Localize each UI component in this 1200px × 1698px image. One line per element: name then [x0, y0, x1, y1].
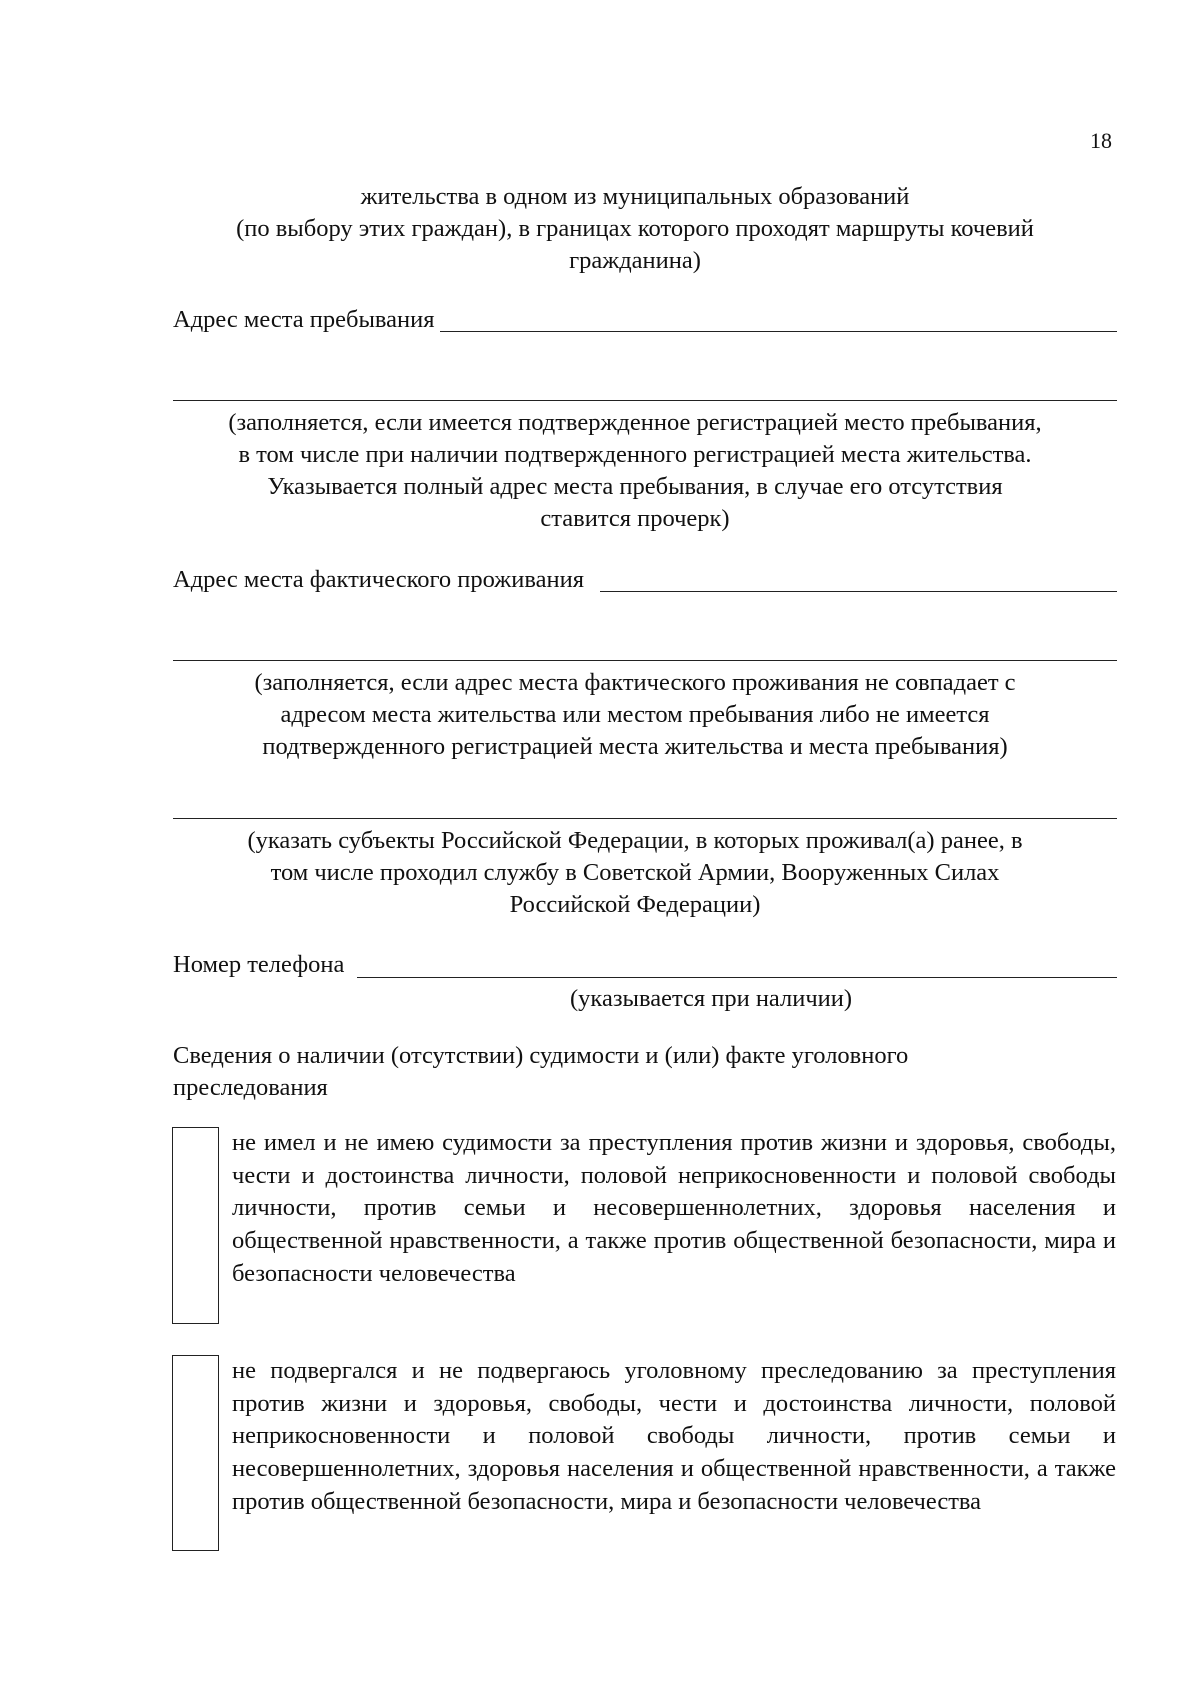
actual-address-note-line: (заполняется, если адрес места фактического проживания не совпадает с [254, 669, 1016, 696]
actual-address-note [160, 667, 1110, 763]
residence-note-line: гражданина) [569, 247, 701, 274]
stay-address-note-line: (заполняется, если имеется подтвержденное регистрацией место пребывания, [228, 409, 1042, 436]
stay-address-note-line: в том числе при наличии подтвержденного регистрацией места жительства. [238, 441, 1032, 468]
phone-label: Номер телефона [173, 951, 345, 978]
no-conviction-text: не имел и не имею судимости за преступления против жизни и здоровья, свободы, чести и достоинства личности, половой неприкосновенности и половой свободы личности, против семьи и несовершеннолетних, здоровья населения и общественной нравственности, а также против общественной безопасности, мира и безопасности человечества [232, 1129, 1116, 1287]
stay-address-note-line: Указывается полный адрес места пребывания, в случае его отсутствия [267, 473, 1003, 500]
stay-address-field[interactable] [440, 331, 1117, 332]
residence-note-line: (по выбору этих граждан), в границах которого проходят маршруты кочевий [236, 215, 1034, 242]
no-conviction-checkbox[interactable] [172, 1127, 219, 1324]
actual-address-note-line: подтвержденного регистрацией места жительства и места пребывания) [262, 733, 1008, 760]
phone-field[interactable] [357, 977, 1117, 978]
criminal-record-heading-line: Сведения о наличии (отсутствии) судимости и (или) факте уголовного [173, 1042, 909, 1069]
stay-address-field-line2[interactable] [173, 400, 1117, 401]
previous-regions-note [160, 825, 1110, 921]
previous-regions-field[interactable] [173, 818, 1117, 819]
actual-address-note-line: адресом места жительства или местом пребывания либо не имеется [280, 701, 990, 728]
no-prosecution-checkbox[interactable] [172, 1355, 219, 1551]
criminal-record-heading-line: преследования [173, 1074, 328, 1101]
page-number: 18 [1090, 128, 1112, 153]
stay-address-label: Адрес места пребывания [173, 306, 435, 333]
stay-address-note [160, 407, 1110, 535]
actual-address-label: Адрес места фактического проживания [173, 566, 584, 593]
phone-note: (указывается при наличии) [570, 985, 853, 1012]
residence-note [160, 181, 1110, 277]
no-prosecution-text: не подвергался и не подвергаюсь уголовному преследованию за преступления против жизни и здоровья, свободы, чести и достоинства личности, половой неприкосновенности и половой свободы личности, против семьи и несовершеннолетних, здоровья населения и общественной нравственности, а также против общественной безопасности, мира и безопасности человечества [232, 1357, 1116, 1515]
previous-regions-note-line: том числе проходил службу в Советской Армии, Вооруженных Силах [270, 859, 1000, 886]
criminal-record-heading [173, 1040, 1117, 1104]
actual-address-field[interactable] [600, 591, 1117, 592]
previous-regions-note-line: Российской Федерации) [509, 891, 761, 918]
residence-note-line: жительства в одном из муниципальных образований [360, 183, 910, 210]
previous-regions-note-line: (указать субъекты Российской Федерации, в которых проживал(а) ранее, в [247, 827, 1023, 854]
actual-address-field-line2[interactable] [173, 660, 1117, 661]
stay-address-note-line: ставится прочерк) [540, 505, 730, 532]
